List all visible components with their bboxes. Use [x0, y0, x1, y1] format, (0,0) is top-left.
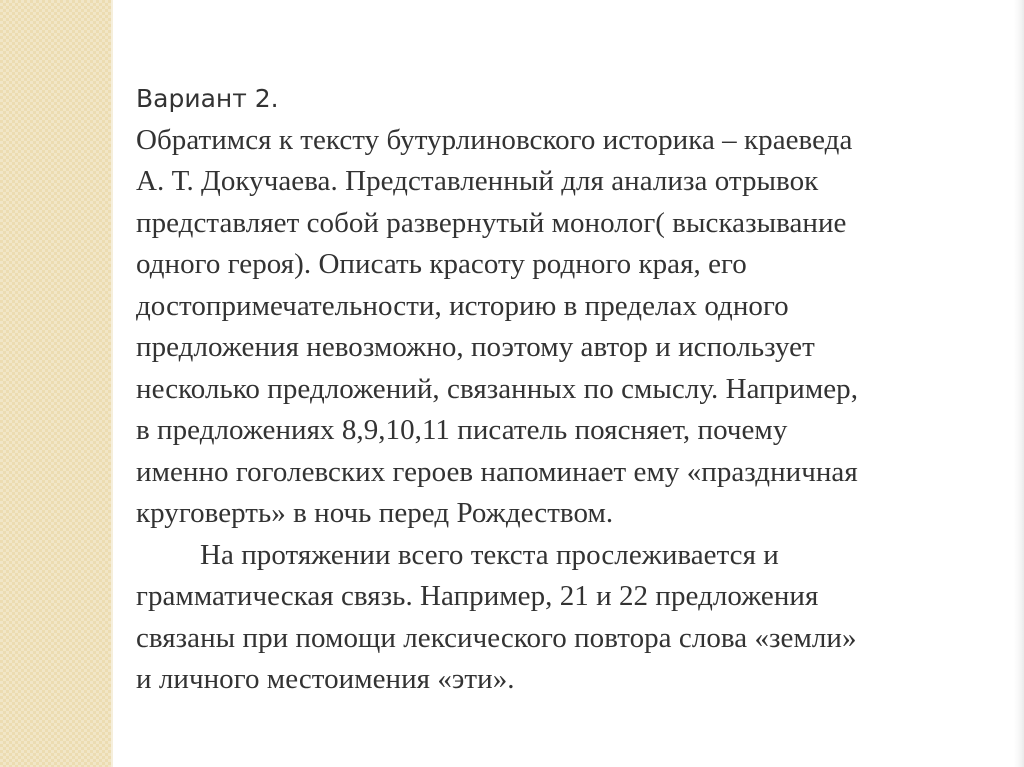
text-line: достопримечательности, историю в пределах одного — [136, 289, 789, 322]
paragraph-indented-line: На протяжении всего текста прослеживается и — [200, 538, 779, 571]
slide-text-body — [136, 78, 996, 701]
text-line: предложения невозможно, поэтому автор и использует — [136, 331, 815, 363]
right-edge-shadow — [1014, 0, 1024, 767]
text-line: и личного местоимения «эти». — [136, 663, 515, 695]
text-line: одного героя). Описать красоту родного края, его — [136, 248, 747, 280]
text-line: представляет собой развернутый монолог( высказывание — [136, 206, 847, 239]
text-line: связаны при помощи лексического повтора слова «земли» — [136, 621, 857, 654]
text-line: А. Т. Докучаева. Представленный для анализа отрывок — [136, 165, 819, 197]
text-line: именно гоголевских героев напоминает ему «праздничная — [136, 455, 858, 488]
text-line: несколько предложений, связанных по смыслу. Например, — [136, 372, 859, 405]
text-line: в предложениях 8,9,10,11 писатель поясняет, почему — [136, 414, 788, 446]
text-line: грамматическая связь. Например, 21 и 22 предложения — [136, 580, 819, 612]
slide-heading: Вариант 2. — [136, 84, 279, 113]
text-line: круговерть» в ночь перед Рождеством. — [136, 497, 614, 529]
text-line: Обратимся к тексту бутурлиновского историка – краеведа — [136, 123, 853, 156]
decorative-side-band — [0, 0, 111, 767]
side-band-edge — [111, 0, 113, 767]
